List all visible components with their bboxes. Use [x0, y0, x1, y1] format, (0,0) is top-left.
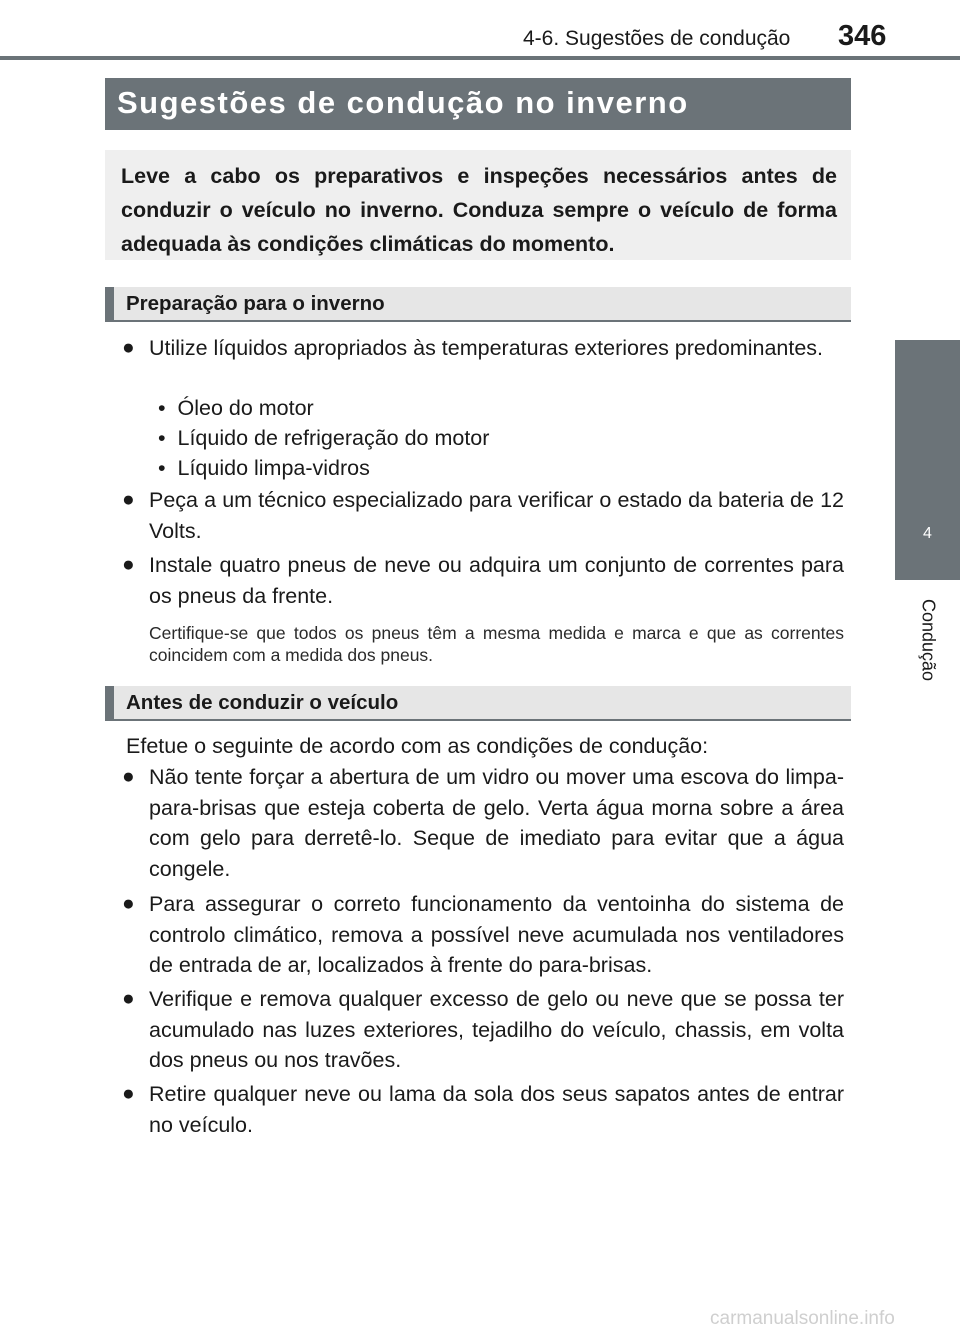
heading-accent-bar: [105, 686, 114, 719]
bullet-dot-icon: ●: [122, 488, 135, 511]
bullet-item: [122, 333, 844, 364]
note-text: Certifique-se que todos os pneus têm a mesma medida e marca e que as correntes coincidem com a medida dos pneus.: [149, 623, 844, 665]
sub-bullet-icon: •: [158, 456, 166, 480]
bullet-dot-icon: ●: [122, 553, 135, 576]
bullet-text: Instale quatro pneus de neve ou adquira um conjunto de correntes para os pneus da frente.: [149, 553, 844, 608]
section-heading-before-driving: [105, 686, 851, 721]
bullet-dot-icon: ●: [122, 892, 135, 915]
bullet-item: [122, 485, 844, 546]
chapter-number: 4: [923, 525, 932, 542]
watermark-link[interactable]: carmanualsonline.info: [710, 1308, 895, 1329]
sub-bullet-icon: •: [158, 426, 166, 450]
sub-bullet-icon: •: [158, 396, 166, 420]
bullet-item: [122, 762, 844, 884]
header-rule: [0, 56, 960, 60]
section-heading-text: Preparação para o inverno: [126, 292, 385, 315]
bullet-text: Retire qualquer neve ou lama da sola dos seus sapatos antes de entrar no veículo.: [149, 1082, 844, 1137]
bullet-text: Utilize líquidos apropriados às temperaturas exteriores predominantes.: [149, 336, 824, 360]
bullet-dot-icon: ●: [122, 765, 135, 788]
heading-accent-bar: [105, 287, 114, 320]
header-section-title: 4-6. Sugestões de condução: [523, 27, 791, 50]
section-heading-preparation: [105, 287, 851, 322]
page-number: 346: [838, 20, 887, 52]
bullet-item: [122, 1079, 844, 1140]
bullet-dot-icon: ●: [122, 1082, 135, 1105]
sub-item: [158, 423, 489, 453]
sub-item-text: Líquido de refrigeração do motor: [177, 426, 490, 450]
bullet-dot-icon: ●: [122, 987, 135, 1010]
sub-item: [158, 393, 314, 423]
intro-box: Leve a cabo os preparativos e inspeções necessários antes de conduzir o veículo no inverno. Conduza sempre o veículo de forma adequada às condições climáticas do momento.: [105, 150, 851, 260]
bullet-item: [122, 984, 844, 1076]
sub-item-text: Líquido limpa-vidros: [177, 456, 370, 480]
bullet-dot-icon: ●: [122, 336, 135, 359]
bullet-text: Não tente forçar a abertura de um vidro ou mover uma escova do limpa-para-brisas que esteja coberta de gelo. Verta água morna sobre a área com gelo para derretê-lo. Seque de imediato para evitar que a água congele.: [149, 765, 844, 881]
sub-item-text: Óleo do motor: [177, 396, 314, 420]
bullet-item: [122, 550, 844, 611]
chapter-label-vertical: [893, 585, 960, 695]
section-heading-text: Antes de conduzir o veículo: [126, 691, 399, 714]
lead-text: Efetue o seguinte de acordo com as condições de condução:: [126, 734, 709, 758]
chapter-label: Condução: [918, 598, 939, 682]
bullet-text: Para assegurar o correto funcionamento da ventoinha do sistema de controlo climático, remova a possível neve acumulada nos ventiladores de entrada de ar, localizados à frente do para-brisas.: [149, 892, 844, 977]
chapter-tab: [895, 340, 960, 580]
sub-item: [158, 453, 370, 483]
bullet-text: Verifique e remova qualquer excesso de gelo ou neve que se possa ter acumulado nas luzes exteriores, tejadilho do veículo, chassis, em volta dos pneus ou nos travões.: [149, 987, 844, 1072]
page-title: Sugestões de condução no inverno: [105, 78, 851, 130]
bullet-item: [122, 889, 844, 981]
bullet-text: Peça a um técnico especializado para verificar o estado da bateria de 12 Volts.: [149, 488, 844, 543]
